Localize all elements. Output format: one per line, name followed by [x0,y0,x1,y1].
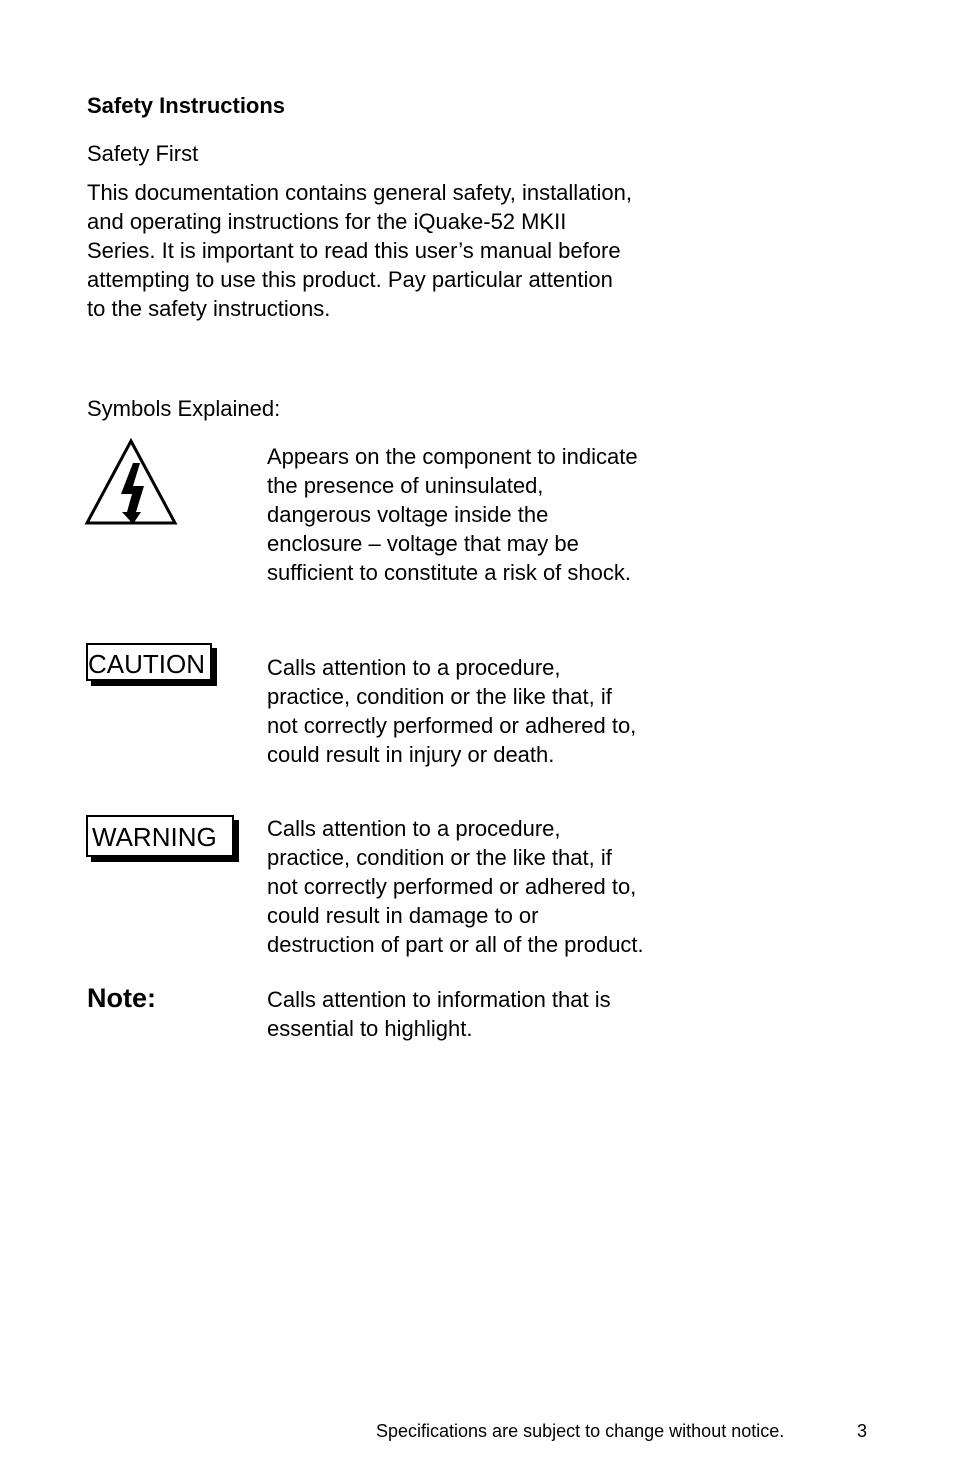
note-label: Note: [87,983,156,1013]
caution-label: CAUTION [88,649,205,679]
section-heading: Safety Instructions [87,93,286,118]
shock-symbol-description: Appears on the component to indicate the presence of uninsulated, dangerous voltage inside the enclosure – voltage that may be sufficient to constitute a risk of shock. [267,444,638,585]
section-subheading: Safety First [87,141,199,166]
caution-description: Calls attention to a procedure, practice, condition or the like that, if not correctly performed or adhered to, could result in injury or death. [267,655,637,767]
symbols-explained-label: Symbols Explained: [87,396,281,421]
warning-label-box [86,815,234,857]
warning-description: Calls attention to a procedure, practice, condition or the like that, if not correctly performed or adhered to, could result in damage to or destruction of part or all of the product. [267,816,644,957]
warning-label: WARNING [92,822,217,852]
page-number: 3 [857,1421,868,1441]
caution-label-box [86,643,212,681]
high-voltage-warning-icon [84,438,178,526]
intro-paragraph: This documentation contains general safety, installation, and operating instructions for the iQuake-52 MKII Series. It is important to read this user’s manual before attempting to use this product. Pay particular attention to the safety instructions. [87,180,633,321]
note-description: Calls attention to information that is essential to highlight. [267,987,611,1041]
footer-notice: Specifications are subject to change without notice. [376,1421,785,1441]
